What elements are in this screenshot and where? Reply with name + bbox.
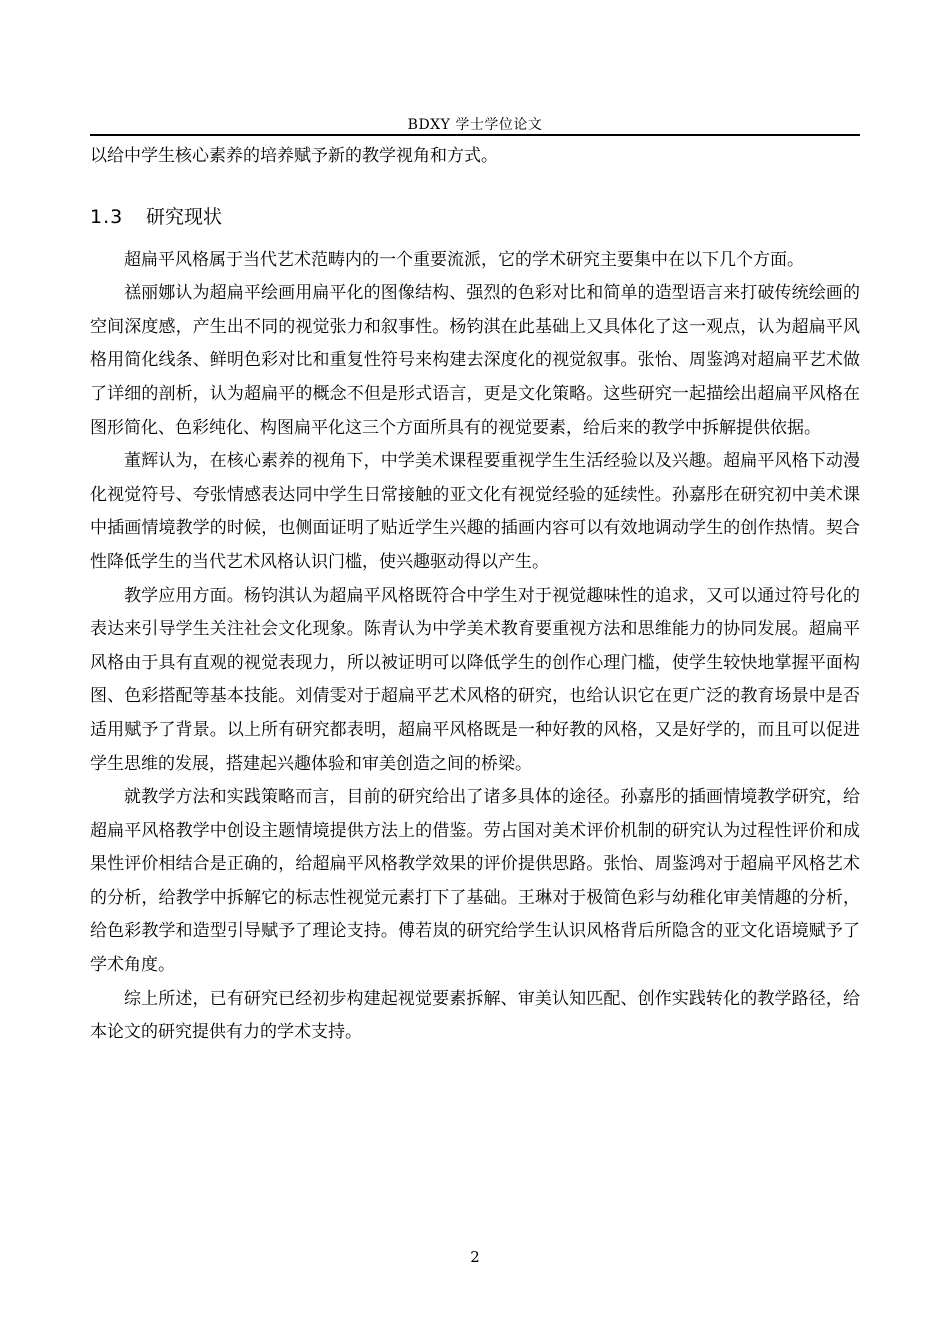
- paragraph: 综上所述，已有研究已经初步构建起视觉要素拆解、审美认知匹配、创作实践转化的教学路径，给本论文的研究提供有力的学术支持。: [90, 988, 860, 1043]
- running-header: BDXY 学士学位论文: [407, 117, 543, 133]
- page-number: 2: [470, 1248, 480, 1266]
- section-title: 研究现状: [146, 205, 223, 228]
- section-heading: [90, 200, 860, 234]
- section-number: 1.3: [90, 205, 124, 228]
- continuation-paragraph: 以给中学生核心素养的培养赋予新的教学视角和方式。: [90, 146, 498, 166]
- paragraph: 超扁平风格属于当代艺术范畴内的一个重要流派，它的学术研究主要集中在以下几个方面。: [124, 249, 804, 270]
- paragraph: 教学应用方面。杨钧淇认为超扁平风格既符合中学生对于视觉趣味性的追求，又可以通过符号化的表达来引导学生关注社会文化现象。陈青认为中学美术教育要重视方法和思维能力的协同发展。超扁平风格由于具有直观的视觉表现力，所以被证明可以降低学生的创作心理门槛，使学生较快地掌握平面构图、色彩搭配等基本技能。刘倩雯对于超扁平艺术风格的研究，也给认识它在更广泛的教育场景中是否适用赋予了背景。以上所有研究都表明，超扁平风格既是一种好教的风格，又是好学的，而且可以促进学生思维的发展，搭建起兴趣体验和审美创造之间的桥梁。: [90, 585, 860, 774]
- paragraph: 禚丽娜认为超扁平绘画用扁平化的图像结构、强烈的色彩对比和简单的造型语言来打破传统绘画的空间深度感，产生出不同的视觉张力和叙事性。杨钧淇在此基础上又具体化了这一观点，认为超扁平风格用简化线条、鲜明色彩对比和重复性符号来构建去深度化的视觉叙事。张怡、周鉴鸿对超扁平艺术做了详细的剖析，认为超扁平的概念不但是形式语言，更是文化策略。这些研究一起描绘出超扁平风格在图形简化、色彩纯化、构图扁平化这三个方面所具有的视觉要素，给后来的教学中拆解提供依据。: [90, 283, 860, 438]
- paragraph: 董辉认为，在核心素养的视角下，中学美术课程要重视学生生活经验以及兴趣。超扁平风格下动漫化视觉符号、夸张情感表达同中学生日常接触的亚文化有视觉经验的延续性。孙嘉彤在研究初中美术课中插画情境教学的时候，也侧面证明了贴近学生兴趣的插画内容可以有效地调动学生的创作热情。契合性降低学生的当代艺术风格认识门槛，使兴趣驱动得以产生。: [90, 451, 860, 572]
- header-rule: [90, 134, 860, 136]
- page-body: [90, 140, 860, 1050]
- paragraph: 就教学方法和实践策略而言，目前的研究给出了诸多具体的途径。孙嘉彤的插画情境教学研究，给超扁平风格教学中创设主题情境提供方法上的借鉴。劳占国对美术评价机制的研究认为过程性评价和成果性评价相结合是正确的，给超扁平风格教学效果的评价提供思路。张怡、周鉴鸿对于超扁平风格艺术的分析，给教学中拆解它的标志性视觉元素打下了基础。王琳对于极简色彩与幼稚化审美情趣的分析，给色彩教学和造型引导赋予了理论支持。傅若岚的研究给学生认识风格背后所隐含的亚文化语境赋予了学术角度。: [90, 787, 860, 976]
